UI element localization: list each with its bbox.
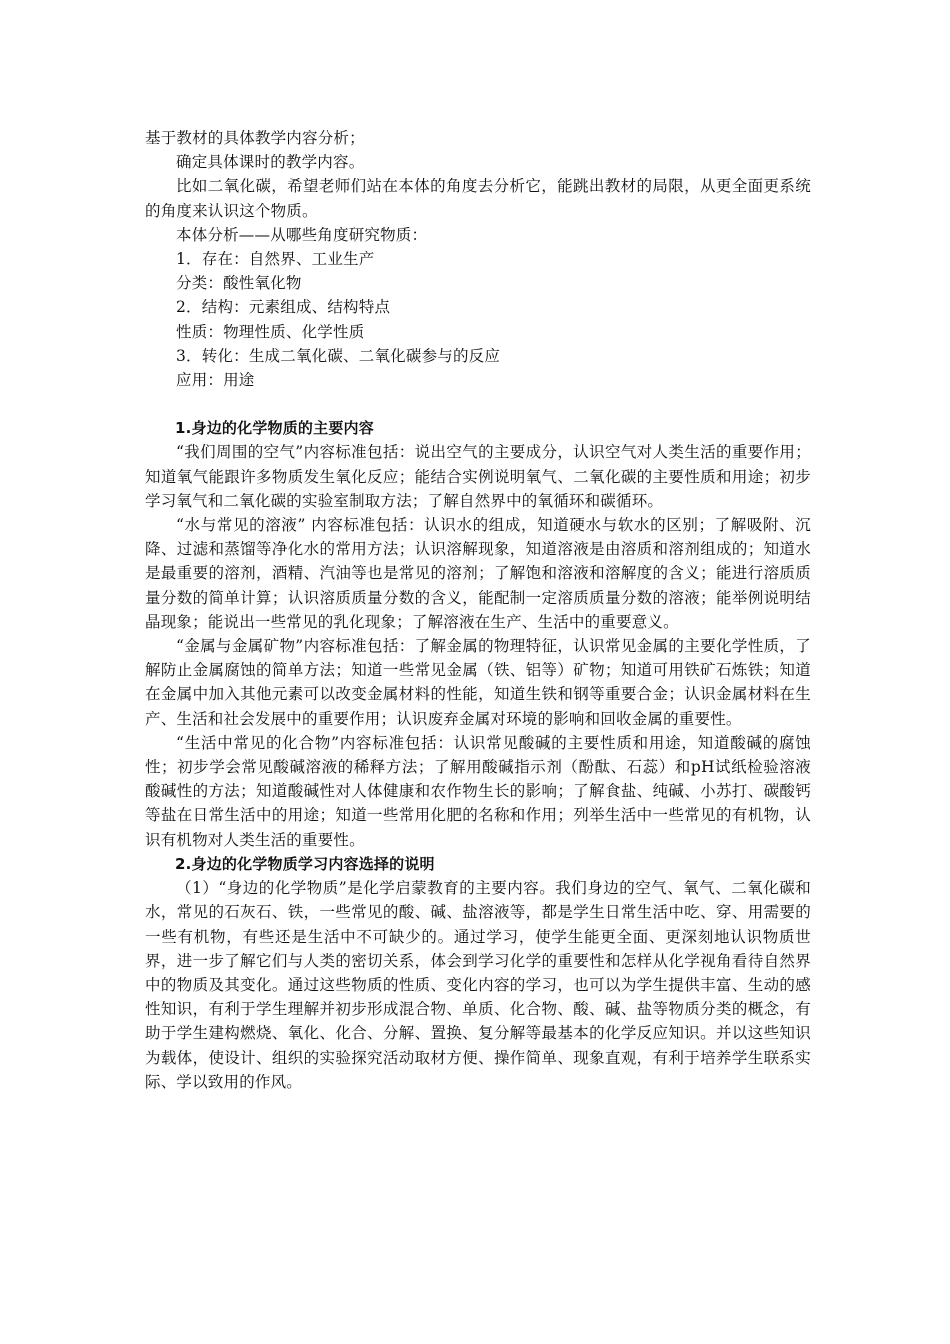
intro-example: 比如二氧化碳，希望老师们站在本体的角度去分析它，能跳出教材的局限，从更全面更系统的角度来认识这个物质。: [145, 177, 811, 220]
section-1-paragraph: “生活中常见的化合物”内容标准包括：认识常见酸碱的主要性质和用途，知道酸碱的腐蚀性；初步学会常见酸碱溶液的稀释方法；了解用酸碱指示剂（酚酞、石蕊）和pH试纸检验溶液酸碱性的方法；知道酸碱性对人体健康和农作物生长的影响；了解食盐、纯碱、小苏打、碳酸钙等盐在日常生活中的用途；知道一些常用化肥的名称和作用；列举生活中一些常见的有机物，认识有机物对人类生活的重要性。: [145, 733, 811, 849]
analysis-item: 2．结构：元素组成、结构特点: [176, 298, 391, 317]
analysis-item: 应用：用途: [176, 371, 255, 390]
section-1-heading: 1.身边的化学物质的主要内容: [175, 419, 374, 438]
section-1-paragraph: “我们周围的空气”内容标准包括：说出空气的主要成分，认识空气对人类生活的重要作用；知道氧气能跟许多物质发生氧化反应；能结合实例说明氧气、二氧化碳的主要性质和用途；初步学习氧气和二氧化碳的实验室制取方法；了解自然界中的氧循环和碳循环。: [145, 443, 811, 510]
analysis-item: 性质：物理性质、化学性质: [176, 322, 365, 341]
section-1-paragraph: “金属与金属矿物”内容标准包括：了解金属的物理特征，认识常见金属的主要化学性质，了解防止金属腐蚀的简单方法；知道一些常见金属（铁、铝等）矿物；知道可用铁矿石炼铁；知道在金属中加入其他元素可以改变金属材料的性能，知道生铁和钢等重要合金；认识金属材料在生产、生活和社会发展中的重要作用；认识废弃金属对环境的影响和回收金属的重要性。: [145, 637, 811, 728]
analysis-title: 本体分析——从哪些角度研究物质：: [176, 225, 428, 244]
analysis-item: 3．转化：生成二氧化碳、二氧化碳参与的反应: [176, 346, 501, 365]
section-2-paragraph: （1）“身边的化学物质”是化学启蒙教育的主要内容。我们身边的空气、氧气、二氧化碳和水，常见的石灰石、铁，一些常见的酸、碱、盐溶液等，都是学生日常生活中吃、穿、用需要的一些有机物，有些还是生活中不可缺少的。通过学习，使学生能更全面、更深刻地认识物质世界，进一步了解它们与人类的密切关系，体会到学习化学的重要性和怎样从化学视角看待自然界中的物质及其变化。通过这些物质的性质、变化内容的学习，也可以为学生提供丰富、生动的感性知识，有利于学生理解并初步形成混合物、单质、化合物、酸、碱、盐等物质分类的概念，有助于学生建构燃烧、氧化、化合、分解、置换、复分解等最基本的化学反应知识。并以这些知识为载体，使设计、组织的实验探究活动取材方便、操作简单、现象直观，有利于培养学生联系实际、学以致用的作风。: [145, 879, 811, 1091]
section-2-heading: 2.身边的化学物质学习内容选择的说明: [175, 854, 435, 873]
document-page: [145, 126, 811, 1094]
section-1-paragraph: “水与常见的溶液” 内容标准包括：认识水的组成，知道硬水与软水的区别；了解吸附、沉降、过滤和蒸馏等净化水的常用方法；认识溶解现象，知道溶液是由溶质和溶剂组成的；知道水是最重要的溶剂，酒精、汽油等也是常见的溶剂；了解饱和溶液和溶解度的含义；能进行溶质质量分数的简单计算；认识溶质质量分数的含义，能配制一定溶质质量分数的溶液；能举例说明结晶现象；能说出一些常见的乳化现象；了解溶液在生产、生活中的重要意义。: [145, 516, 811, 631]
analysis-item: 分类：酸性氧化物: [176, 274, 302, 293]
intro-line-2: 确定具体课时的教学内容。: [176, 153, 365, 172]
intro-line-1: 基于教材的具体教学内容分析；: [145, 129, 365, 147]
analysis-item: 1．存在：自然界、工业生产: [176, 250, 375, 269]
